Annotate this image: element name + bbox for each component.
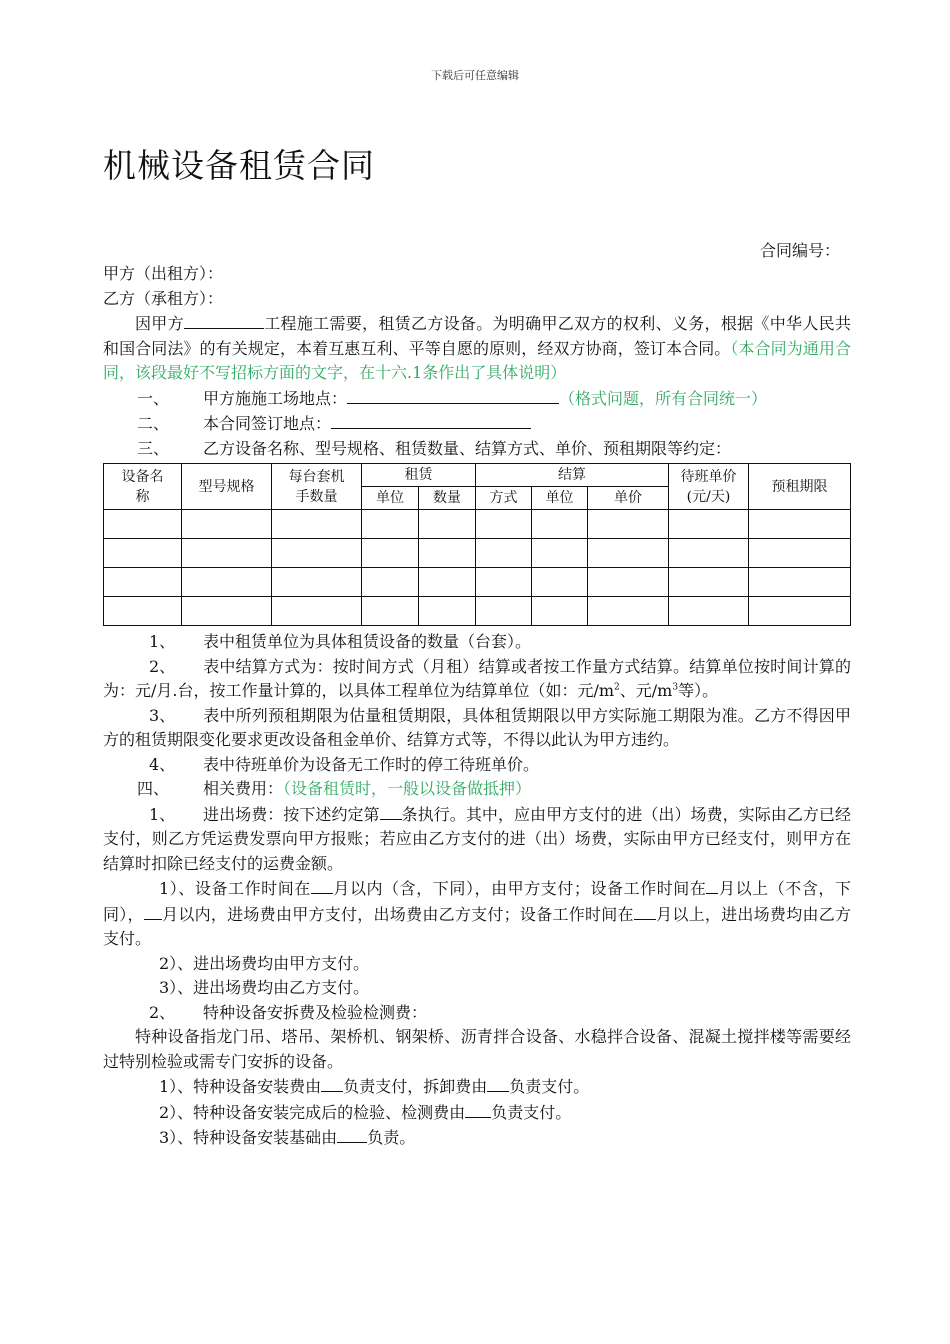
equipment-table xyxy=(103,463,851,626)
months-blank-2[interactable] xyxy=(706,876,718,894)
fee-2-option-1: 1）、特种设备安装费由 负责支付，拆卸费由 负责支付。 xyxy=(103,1074,851,1100)
header-lease: 租赁 xyxy=(362,464,476,487)
note-3: 3、 表中所列预租期限为估量租赁期限，具体租赁期限以甲方实际施工期限为准。乙方不得因甲方的租赁期限变化要求更改设备租金单价、结算方式等，不得以此认为甲方违约。 xyxy=(103,705,851,749)
fee-2: 2、 特种设备安拆费及检验检测费： xyxy=(149,1002,428,1022)
fee-1-option-1: 1）、设备工作时间在 月以内（含，下同），由甲方支付；设备工作时间在 月以上（不含，下同）， 月以内，进场费由甲方支付，出场费由乙方支付；设备工作时间在 月以上，进出场费均由乙方支付。 xyxy=(103,876,851,952)
table-row xyxy=(104,539,851,568)
intro-part2: 工程施工需要，租赁乙方设备。为明确甲乙双方的权利、义务，根据《中华人民共和国合同法》的有关规定，本着互惠互利、平等自愿的原则，经双方协商，签订本合同。 xyxy=(103,314,851,358)
intro-paragraph xyxy=(103,311,851,386)
months-blank-4[interactable] xyxy=(634,902,656,920)
signing-location-blank[interactable] xyxy=(331,411,531,429)
header-equipment-name: 设备名 称 xyxy=(104,464,182,510)
note-2: 2、 表中结算方式为：按时间方式（月租）结算或者按工作量方式结算。结算单位按时间计算的为：元/月.台，按工作量计算的，以具体工程单位为结算单位（如：元$/m^2$、元$/m^3$等）。 xyxy=(103,656,851,700)
note-1: 1、 表中租赁单位为具体租赁设备的数量（台套）。 xyxy=(149,632,532,651)
section-3 xyxy=(103,437,851,462)
header-lease-unit: 单位 xyxy=(362,487,419,510)
header-lease-qty: 数量 xyxy=(419,487,476,510)
document-title: 机械设备租赁合同 xyxy=(103,146,375,185)
intro-part1: 因甲方 xyxy=(135,314,184,333)
foundation-party-blank[interactable] xyxy=(337,1125,367,1143)
site-location-blank[interactable] xyxy=(347,386,559,404)
header-standby-price: 待班单价 (元/天) xyxy=(669,464,749,510)
project-name-blank[interactable] xyxy=(184,311,264,329)
header-settle-method: 方式 xyxy=(476,487,532,510)
section-1-text: 甲方施施工场地点： xyxy=(203,388,348,408)
header-lease-period: 预租期限 xyxy=(749,464,851,510)
fee-1-option-3: 3）、进出场费均由乙方支付。 xyxy=(159,978,370,997)
section-2 xyxy=(103,411,851,437)
header-settlement: 结算 xyxy=(476,464,669,487)
header-crew: 每台套机 手数量 xyxy=(272,464,362,510)
section-4-note: （设备租赁时，一般以设备做抵押） xyxy=(283,779,532,798)
table-row xyxy=(104,568,851,597)
months-blank-1[interactable] xyxy=(311,876,333,894)
party-a-line: 甲方（出租方）： xyxy=(103,264,224,283)
section-1-number: 一、 xyxy=(137,388,170,408)
intro-note: （本合同为通用合同，该段最好不写招标方面的文字，在十六.1条作出了具体说明） xyxy=(103,338,851,382)
months-blank-3[interactable] xyxy=(144,902,162,920)
clause-number-blank[interactable] xyxy=(380,802,402,820)
table-header-row xyxy=(104,464,851,487)
install-payer-blank[interactable] xyxy=(321,1074,343,1092)
note-4: 4、 表中待班单价为设备无工作时的停工待班单价。 xyxy=(149,754,540,774)
section-3-text: 乙方设备名称、型号规格、租赁数量、结算方式、单价、预租期限等约定： xyxy=(203,438,732,458)
section-1 xyxy=(103,386,851,412)
header-note: 下载后可任意编辑 xyxy=(431,69,519,82)
inspection-payer-blank[interactable] xyxy=(465,1100,491,1118)
fee-1-option-2: 2）、进出场费均由甲方支付。 xyxy=(159,953,370,973)
header-settle-unit: 单位 xyxy=(532,487,588,510)
section-4: 四、 相关费用：（设备租赁时，一般以设备做抵押） xyxy=(137,779,532,798)
section-3-number: 三、 xyxy=(137,438,170,458)
section-2-number: 二、 xyxy=(137,414,170,433)
table-row xyxy=(104,597,851,626)
section-1-note: （格式问题，所有合同统一） xyxy=(559,388,768,408)
header-settle-price: 单价 xyxy=(588,487,669,510)
contract-body xyxy=(103,262,851,1151)
fee-2-option-2: 2）、特种设备安装完成后的检验、检测费由 负责支付。 xyxy=(103,1100,851,1126)
header-model: 型号规格 xyxy=(182,464,272,510)
fee-1: 1、 进出场费：按下述约定第 条执行。其中，应由甲方支付的进（出）场费，实际由乙方已经支付，则乙方凭运费发票向甲方报账；若应由乙方支付的进（出）场费，实际由甲方已经支付，则甲方在结算时扣除已经支付的运费金额。 xyxy=(103,802,851,877)
fee-2-option-3: 3）、特种设备安装基础由 负责。 xyxy=(103,1125,851,1151)
dismantle-payer-blank[interactable] xyxy=(487,1074,509,1092)
fee-2-description: 特种设备指龙门吊、塔吊、架桥机、钢架桥、沥青拌合设备、水稳拌合设备、混凝土搅拌楼等需要经过特别检验或需专门安拆的设备。 xyxy=(103,1027,851,1071)
party-b-line: 乙方（承租方）： xyxy=(103,288,224,308)
table-row xyxy=(104,510,851,539)
section-2-text: 本合同签订地点： xyxy=(203,414,332,433)
contract-number-label: 合同编号： xyxy=(759,241,840,260)
